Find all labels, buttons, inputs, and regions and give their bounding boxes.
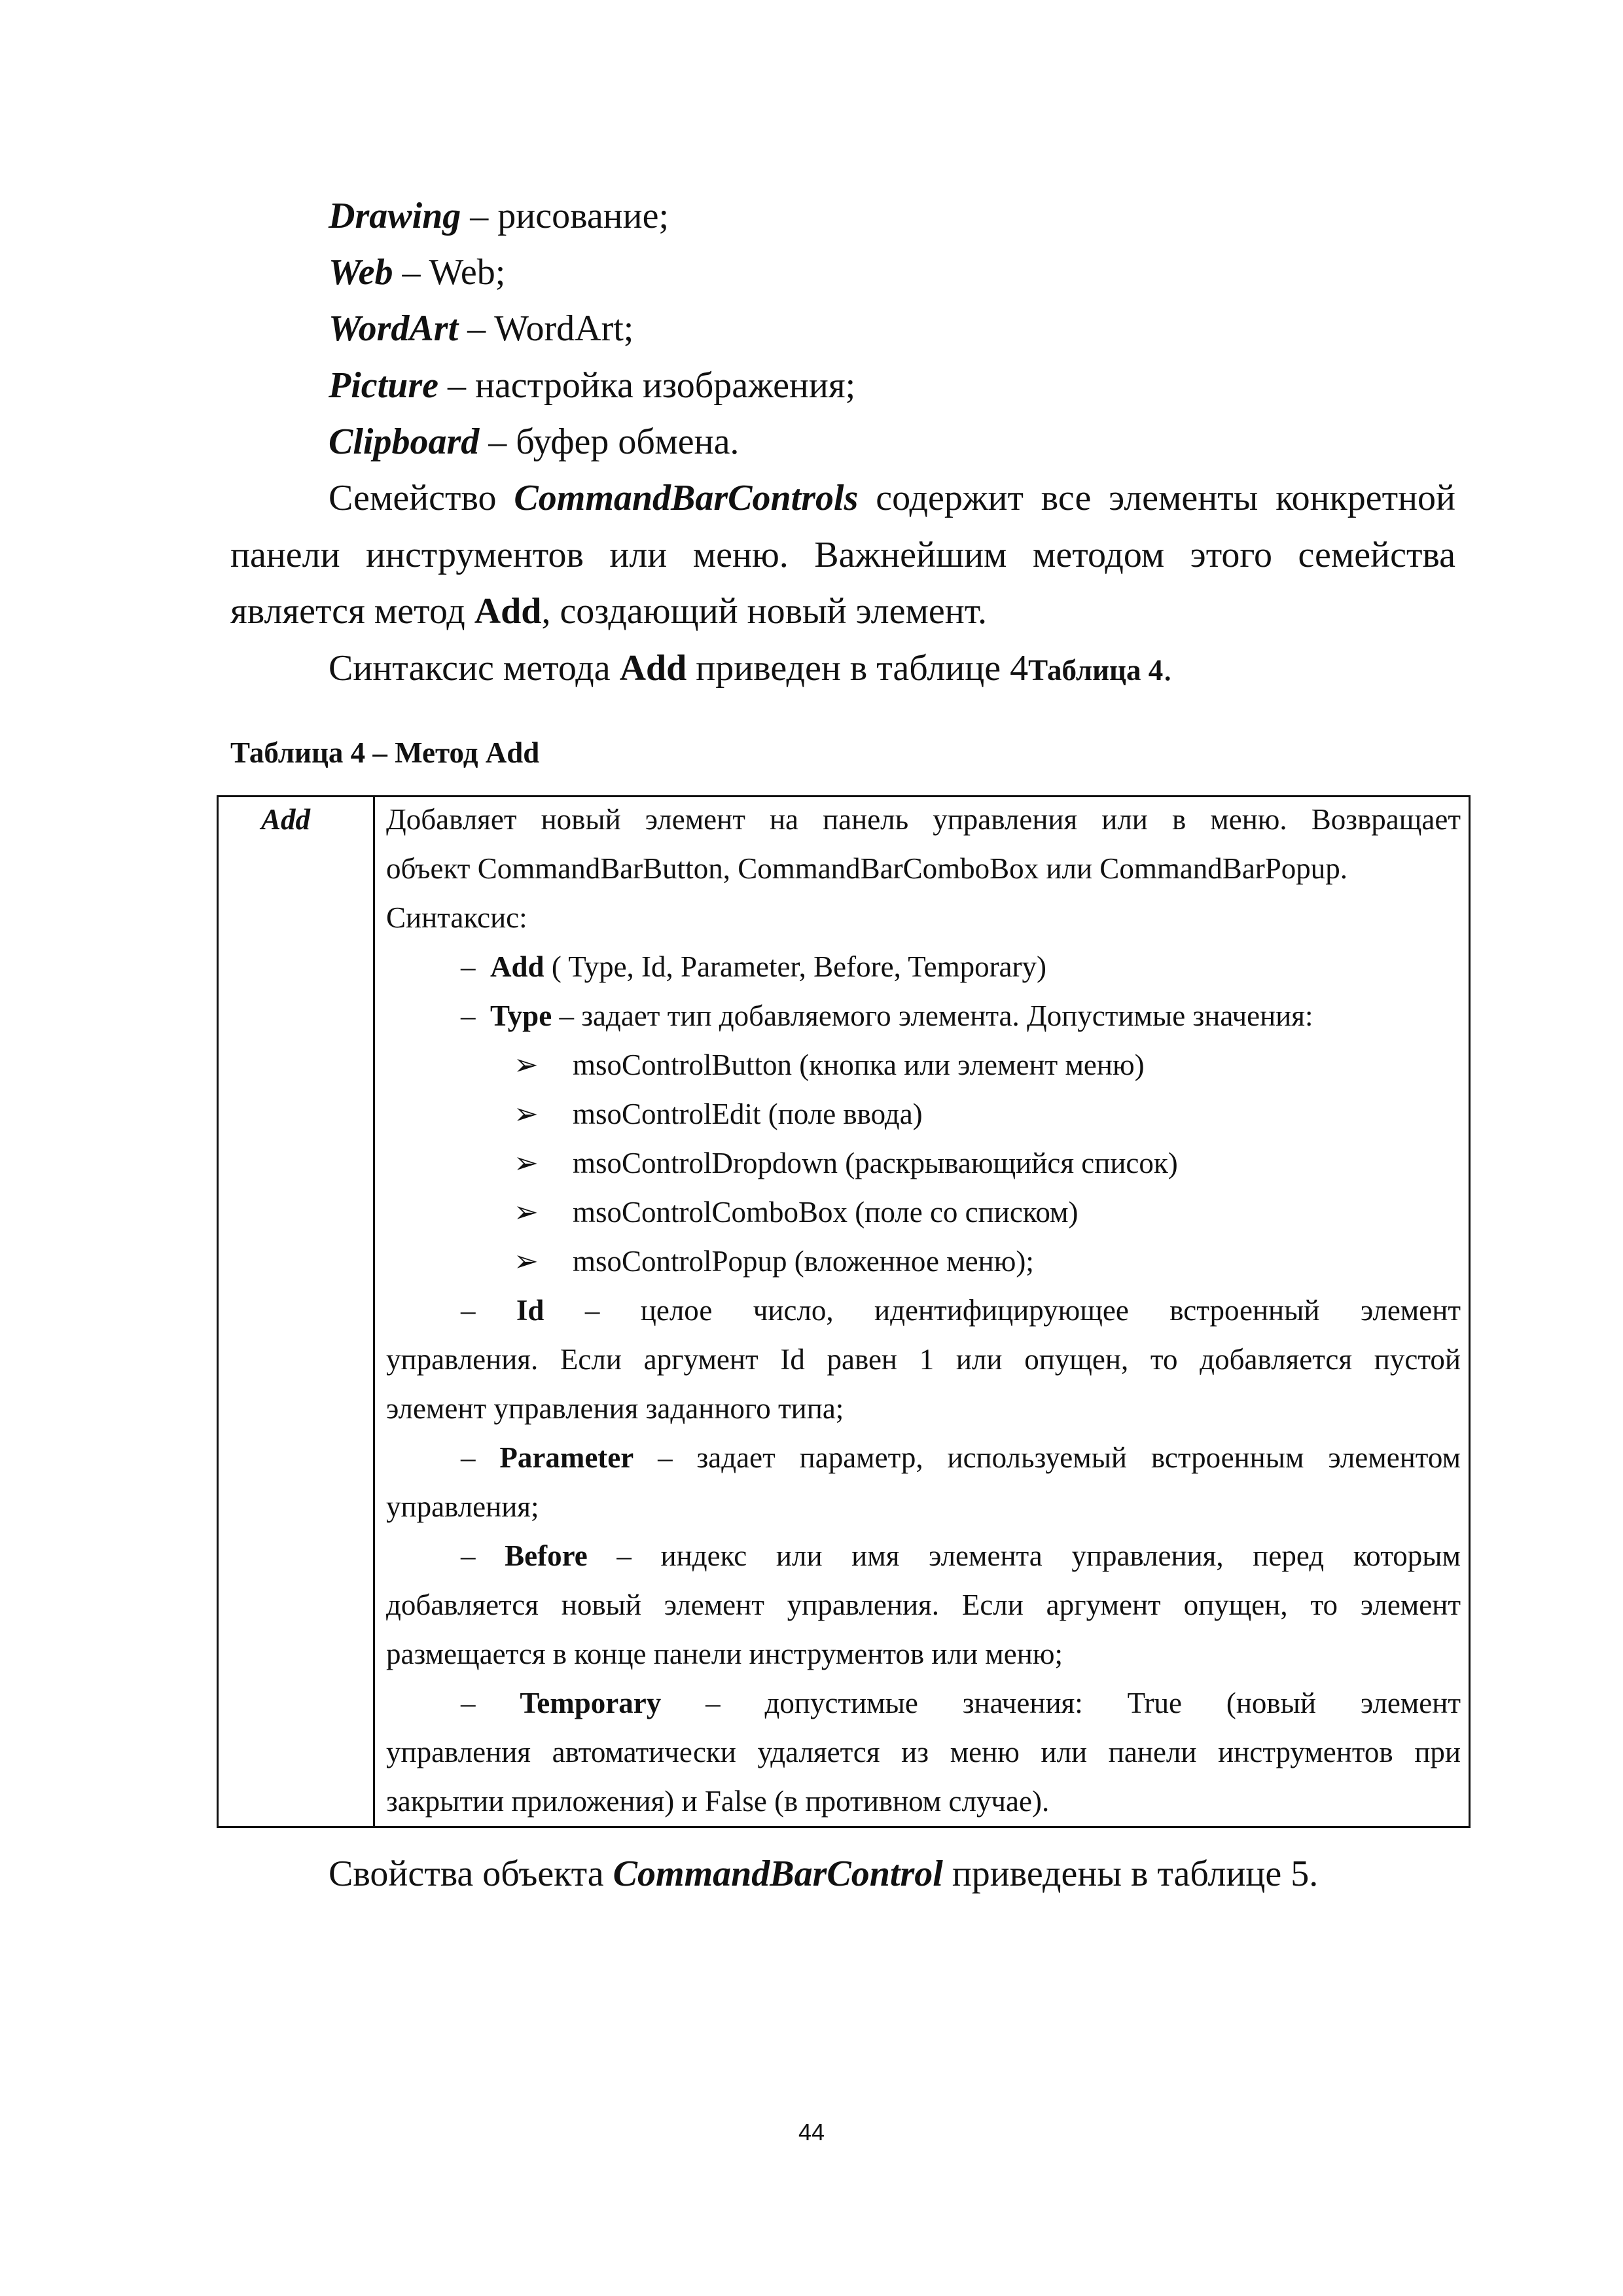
arrow-bullet-icon: ➢ [514,1196,539,1229]
para1-line2: панели инструментов или меню. Важнейшим методом этого семейства [230,535,1455,575]
term-desc: – WordArt; [458,308,634,349]
type-value-item: ➢ msoControlComboBox (поле со списком) [514,1196,1079,1229]
keyword: Parameter [499,1441,634,1474]
list-item-picture [329,367,855,404]
desc-line: Синтаксис: [386,901,527,934]
arrow-bullet-icon: ➢ [514,1098,539,1130]
para1-line3: является метод Add, создающий новый элемент. [230,591,987,632]
term: Picture [329,365,438,406]
type-value-item: ➢ msoControlPopup (вложенное меню); [514,1245,1034,1278]
arrow-bullet-icon: ➢ [514,1049,539,1081]
list-item-drawing [329,198,669,234]
keyword: Id [516,1294,544,1327]
term: Clipboard [329,422,480,462]
param-id-line3: элемент управления заданного типа; [386,1392,844,1425]
table-ref-link[interactable]: Таблица 4 [1028,654,1164,687]
method-desc-cell [374,797,1470,1827]
param-temporary-line1: – Temporary – допустимые значения: True (новый элемент [461,1687,1461,1719]
param-temporary-line3: закрытии приложения) и False (в противном случае). [386,1785,1050,1818]
term: Web [329,252,393,293]
keyword: Before [505,1539,588,1572]
arrow-bullet-icon: ➢ [514,1147,539,1179]
term-desc: – настройка изображения; [438,365,856,406]
keyword: Type [490,999,552,1032]
param-id-line1: – Id – целое число, идентифицирующее встроенный элемент [461,1294,1461,1327]
term: CommandBarControls [514,478,859,518]
method-name-cell [218,797,374,1827]
term: WordArt [329,308,459,349]
param-id-line2: управления. Если аргумент Id равен 1 или опущен, то добавляется пустой [386,1343,1461,1376]
term: CommandBarControl [613,1854,943,1894]
list-item-clipboard [329,423,739,460]
para1-line1: Семейство CommandBarControls содержит все элементы конкретной [329,478,1456,518]
term-desc: – буфер обмена. [479,422,740,462]
term: Add [619,648,687,689]
table-caption: Таблица 4 – Метод Add [230,736,540,769]
list-item-wordart [329,310,633,347]
para3: Свойства объекта CommandBarControl приведены в таблице 5. [329,1854,1319,1894]
para2: Синтаксис метода Add приведен в таблице 4Таблица 4. [329,648,1173,689]
param-parameter-line2: управления; [386,1490,539,1523]
param-before-line3: размещается в конце панели инструментов или меню; [386,1638,1063,1670]
term-desc: – рисование; [461,196,669,236]
method-name: Add [261,803,311,836]
param-before-line2: добавляется новый элемент управления. Если аргумент опущен, то элемент [386,1588,1461,1621]
term-desc: – Web; [393,252,506,293]
list-item-web [329,254,505,291]
method-table [217,795,1471,1828]
keyword: Add [490,950,544,983]
type-value-item: ➢ msoControlEdit (поле ввода) [514,1098,923,1130]
param-parameter-line1: – Parameter – задает параметр, используемый встроенным элементом [461,1441,1461,1474]
syntax-line: – Add ( Type, Id, Parameter, Before, Temporary) [461,950,1047,983]
param-before-line1: – Before – индекс или имя элемента управления, перед которым [461,1539,1461,1572]
desc-line: Добавляет новый элемент на панель управления или в меню. Возвращает [386,803,1461,836]
param-temporary-line2: управления автоматически удаляется из меню или панели инструментов при [386,1736,1461,1768]
page-number: 44 [798,2119,825,2145]
arrow-bullet-icon: ➢ [514,1245,539,1278]
desc-line: объект CommandBarButton, CommandBarComboBox или CommandBarPopup. [386,852,1348,885]
term: Drawing [329,196,461,236]
term: Add [474,591,542,632]
type-value-item: ➢ msoControlDropdown (раскрывающийся список) [514,1147,1178,1179]
param-type-line: – Type – задает тип добавляемого элемента. Допустимые значения: [461,999,1313,1032]
type-value-item: ➢ msoControlButton (кнопка или элемент меню) [514,1049,1145,1081]
keyword: Temporary [520,1687,662,1719]
